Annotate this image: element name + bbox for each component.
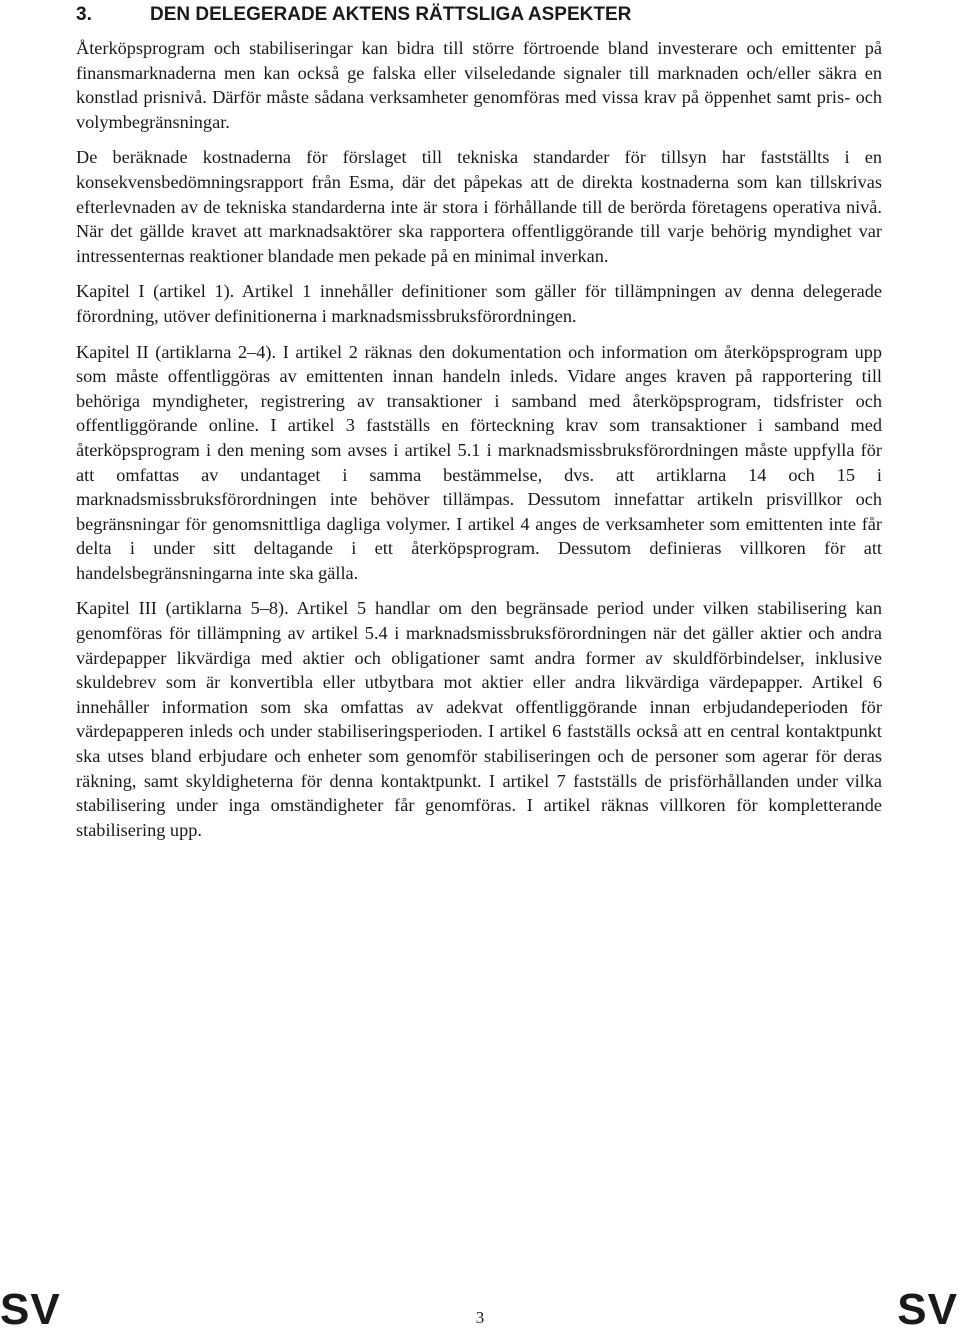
section-number: 3. — [76, 4, 92, 25]
paragraph-costs: De beräknade kostnaderna för förslaget till tekniska standarder för tillsyn har fastställts i en konsekvensbedömningsrapport från Esma, där det påpekas att de direkta kostnaderna som kan tillskrivas efterlevnaden av de tekniska standarderna inte är stora i förhållande till de berörda företagens operativa nivå. När det gällde kravet att marknadsaktörer ska rapportera offentliggörande till varje behörig myndighet var intressenternas reaktioner blandade men pekade på en minimal inverkan. — [76, 147, 882, 266]
paragraph-intro: Återköpsprogram och stabiliseringar kan bidra till större förtroende bland investerare och emittenter på finansmarknaderna men kan också ge falska eller vilseledande signaler till marknaden och/eller säkra en konstlad prisnivå. Därför måste sådana verksamheter genomföras med vissa krav på öppenhet samt pris- och volymbegränsningar. — [76, 38, 882, 132]
document-body — [76, 36, 882, 853]
section-heading — [76, 3, 631, 27]
footer-language-right: SV — [897, 1285, 958, 1334]
section-title: DEN DELEGERADE AKTENS RÄTTSLIGA ASPEKTER — [150, 4, 632, 25]
paragraph-chapter-3: Kapitel III (artiklarna 5–8). Artikel 5 handlar om den begränsade period under vilken stabilisering kan genomföras för tillämpning av artikel 5.4 i marknadsmissbruksförordningen när det gäller aktier och andra värdepapper likvärdiga med aktier och obligationer samt andra former av skuldförbindelser, inklusive skuldebrev som är konvertibla eller utbytbara mot aktier eller andra likvärdiga värdepapper. Artikel 6 innehåller information som ska omfattas av adekvat offentliggörande innan erbjudandeperioden för värdepapperen inleds och under stabiliseringsperioden. I artikel 6 fastställs också att en central kontaktpunkt ska utses bland erbjudare och enheter som genomför stabiliseringen och de personer som agerar för deras räkning, samt skyldigheterna för denna kontaktpunkt. I artikel 7 fastställs de prisförhållanden under vilka stabilisering under inga omständigheter får genomföras. I artikel räknas villkoren för kompletterande stabilisering upp. — [76, 598, 882, 840]
paragraph-chapter-1: Kapitel I (artikel 1). Artikel 1 innehåller definitioner som gäller för tillämpningen av denna delegerade förordning, utöver definitionerna i marknadsmissbruksförordningen. — [76, 281, 882, 326]
footer-language-left: SV — [0, 1285, 61, 1334]
paragraph-chapter-2: Kapitel II (artiklarna 2–4). I artikel 2 räknas den dokumentation och information om återköpsprogram upp som måste offentliggöras av emittenten innan handeln inleds. Vidare anges kraven på rapportering till behöriga myndigheter, registrering av transaktioner i samband med återköpsprogram, tidsfrister och offentliggörande online. I artikel 3 fastställs en förteckning krav som transaktioner i samband med återköpsprogram i den mening som avses i artikel 5.1 i marknadsmissbruksförordningen måste uppfylla för att omfattas av undantaget i samma bestämmelse, dvs. att artiklarna 14 och 15 i marknadsmissbruksförordningen inte behöver tillämpas. Dessutom innefattar artikeln prisvillkor och begränsningar för genomsnittliga dagliga volymer. I artikel 4 anges de verksamheter som emittenten inte får delta i under sitt deltagande i ett återköpsprogram. Dessutom definieras villkoren för att handelsbegränsningarna inte ska gälla. — [76, 341, 882, 583]
page-number: 3 — [475, 1308, 485, 1327]
